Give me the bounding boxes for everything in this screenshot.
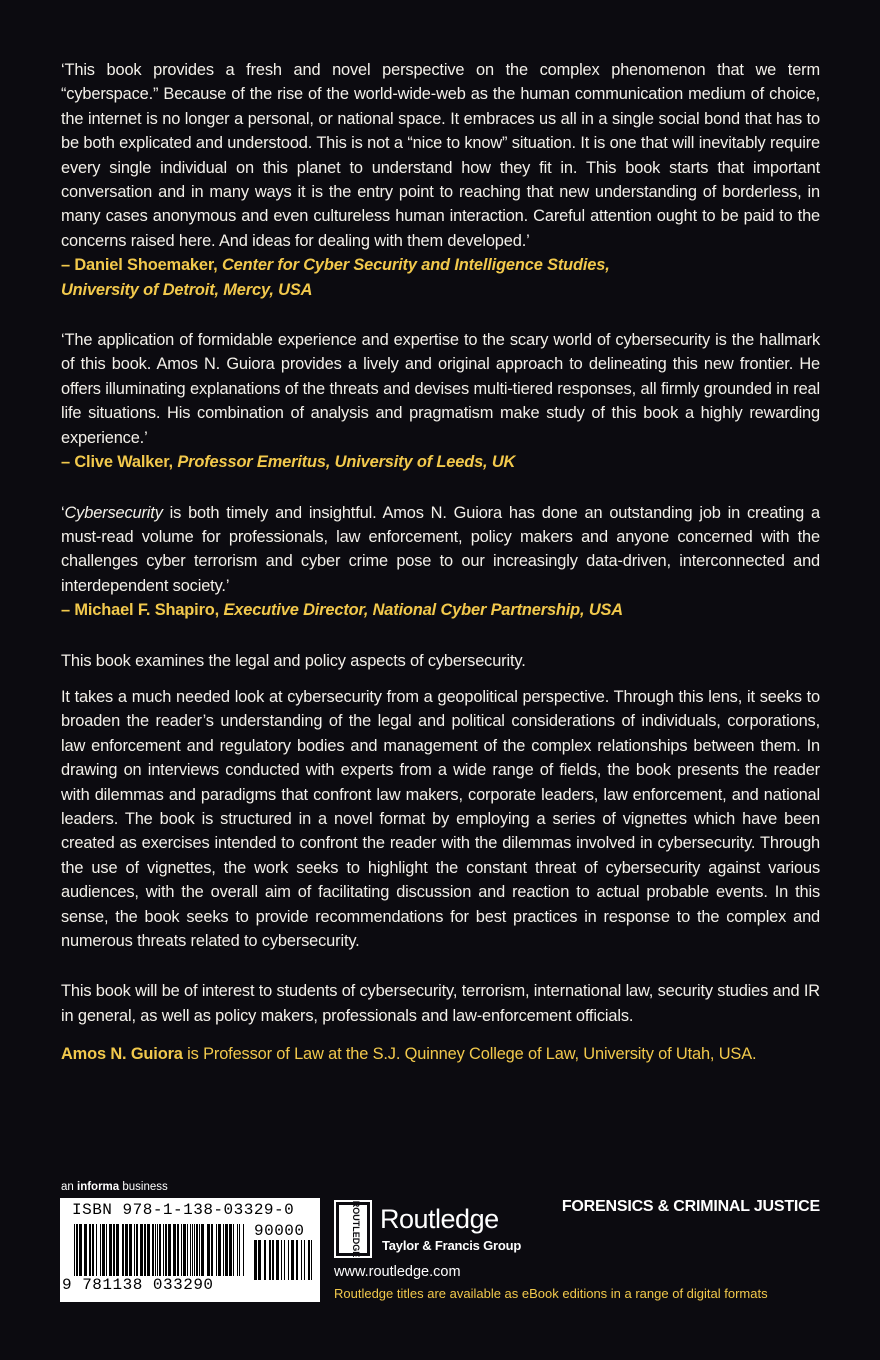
barcode-bar (136, 1224, 138, 1276)
publisher-group: Taylor & Francis Group (382, 1238, 522, 1253)
addon-code: 90000 (254, 1222, 305, 1240)
barcode-bar (211, 1224, 213, 1276)
isbn-barcode (60, 1198, 320, 1302)
barcode-bar (216, 1224, 217, 1276)
barcode-bar (155, 1224, 156, 1276)
barcode-bar (122, 1224, 124, 1276)
quote-3-text (61, 501, 820, 599)
barcode-bar (113, 1224, 115, 1276)
barcode-bar (76, 1224, 78, 1276)
barcode-bar (258, 1240, 261, 1280)
barcode-bar (207, 1224, 210, 1276)
barcode-bar (311, 1240, 312, 1280)
routledge-mark-icon (334, 1200, 372, 1258)
barcode-bar (229, 1224, 232, 1276)
informa-prefix: an (61, 1181, 77, 1193)
barcode-bar (269, 1240, 271, 1280)
barcode-bar (100, 1224, 101, 1276)
quote-3-affiliation: Executive Director, National Cyber Partnership, USA (223, 601, 623, 620)
barcode-bar (239, 1224, 240, 1276)
category-label: FORENSICS & CRIMINAL JUSTICE (561, 1198, 820, 1215)
routledge-logo (334, 1200, 534, 1258)
isbn-label: ISBN 978-1-138-03329-0 (72, 1201, 295, 1219)
barcode-bar (276, 1240, 279, 1280)
barcode-bar (308, 1240, 310, 1280)
barcode-bar (84, 1224, 87, 1276)
barcode-bar (201, 1224, 204, 1276)
ean-number: 9 781138 033290 (62, 1276, 214, 1294)
barcode-bar (181, 1224, 182, 1276)
barcode-bar (96, 1224, 97, 1276)
barcode-bar (301, 1240, 302, 1280)
barcode-bar (218, 1224, 221, 1276)
barcode-bar (183, 1224, 186, 1276)
barcode-bar (163, 1224, 164, 1276)
barcode-bar (264, 1240, 266, 1280)
barcode-bar (165, 1224, 167, 1276)
author-bio-text: is Professor of Law at the S.J. Quinney College of Law, University of Utah, USA. (182, 1045, 757, 1064)
barcode-bar (296, 1240, 298, 1280)
barcode-bar (190, 1224, 191, 1276)
publisher-name: Routledge (380, 1204, 499, 1234)
quote-3-open: ‘ (61, 503, 65, 522)
quote-2-author: – Clive Walker, (61, 453, 173, 472)
barcode-bar (173, 1224, 176, 1276)
barcode-bar (152, 1224, 154, 1276)
barcode-bar (199, 1224, 200, 1276)
quote-3-book-title: Cybersecurity (64, 503, 163, 522)
quote-3-attribution (61, 598, 820, 622)
barcode-bar (225, 1224, 228, 1276)
quote-2-text: ‘The application of formidable experience and expertise to the scary world of cybersecurity is the hallmark of this book. Amos N. Guiora provides a lively and original approach to delineating this new frontier. He offers illuminating explanations of the threats and devises multi-tiered responses, all firmly grounded in real life situations. His combination of analysis and pragmatism make study of this book a highly rewarding experience.’ (61, 331, 820, 447)
author-bio (61, 1042, 820, 1066)
quote-3-author: – Michael F. Shapiro, (61, 601, 220, 620)
barcode-bar (223, 1224, 224, 1276)
barcode-bar (254, 1240, 257, 1280)
quote-2-affiliation: Professor Emeritus, University of Leeds, UK (177, 453, 516, 472)
barcode-bar (243, 1224, 244, 1276)
barcode-bar (291, 1240, 294, 1280)
barcode-bar (288, 1240, 289, 1280)
quote-1-attribution (61, 253, 820, 302)
quote-1-text: ‘This book provides a fresh and novel perspective on the complex phenomenon that we term “cyberspace.” Because of the rise of the world-wide-web as the human communication medium of choice, the internet is no longer a personal, or national space. It embraces us all in a single social bond that has to be both explicated and understood. This is not a “nice to know” situation. It is one that will inevitably require every single individual on this planet to understand how they fit in. This book starts that important conversation and in many ways it is the entry point to reaching that new understanding of borderless, in many cases anonymous and even cultureless human interaction. Careful attention ought to be paid to the concerns raised here. And ideas for dealing with them developed.’ (61, 61, 820, 250)
barcode-bar (157, 1224, 158, 1276)
barcode-bar (284, 1240, 285, 1280)
barcode-bar (177, 1224, 179, 1276)
quote-1-author: – Daniel Shoemaker, (61, 256, 218, 275)
barcode-bar (272, 1240, 274, 1280)
quote-3-body: is both timely and insightful. Amos N. Guiora has done an outstanding job in creating a must-read volume for professionals, law enforcement, policy makers and anyone concerned with the challenges cyber terrorism and cyber crime pose to our increasingly data-driven, interconnected and interdependent society.’ (61, 503, 820, 595)
barcode-bar (233, 1224, 234, 1276)
description-intro: This book examines the legal and policy aspects of cybersecurity. (61, 651, 526, 670)
barcode-bar (109, 1224, 112, 1276)
barcode-bar (196, 1224, 198, 1276)
logo-vertical-text: ROUTLEDGE (351, 1200, 361, 1258)
barcode-bar (102, 1224, 105, 1276)
informa-business-line (61, 1181, 168, 1193)
barcode-bar (187, 1224, 188, 1276)
barcode-bar (140, 1224, 143, 1276)
barcode-bar (168, 1224, 171, 1276)
barcode-bar (237, 1224, 238, 1276)
barcode-bar (159, 1224, 161, 1276)
quote-1-affiliation-2: University of Detroit, Mercy, USA (61, 280, 313, 299)
barcode-bar (74, 1224, 75, 1276)
barcode-bar (125, 1224, 128, 1276)
description-audience: This book will be of interest to students of cybersecurity, terrorism, international law, security studies and IR in general, as well as policy makers, professionals and law-enforcement officials. (61, 982, 820, 1025)
website-link[interactable]: www.routledge.com (334, 1264, 461, 1280)
informa-suffix: business (119, 1181, 168, 1193)
barcode-bars (74, 1224, 244, 1276)
barcode-bar (79, 1224, 82, 1276)
barcode-bar (89, 1224, 91, 1276)
barcode-bar (147, 1224, 150, 1276)
quote-1-affiliation-1: Center for Cyber Security and Intelligence Studies, (222, 256, 610, 275)
barcode-bar (129, 1224, 132, 1276)
description-main: It takes a much needed look at cybersecurity from a geopolitical perspective. Through this lens, it seeks to broaden the reader’s understanding of the legal and political considerations of individuals, corporations, law enforcement and regulatory bodies and management of the complex relationships between them. In drawing on interviews conducted with experts from a wide range of fields, the book presents the reader with dilemmas and paradigms that confront law makers, corporate leaders, law enforcement, and national leaders. The book is structured in a novel format by employing a series of vignettes which have been created as exercises intended to confront the reader with the dilemmas involved in cybersecurity. Through the use of vignettes, the work seeks to highlight the constant threat of cybersecurity against various audiences, with the overall aim of facilitating discussion and reaction to actual probable events. In this sense, the book seeks to provide recommendations for best practices in response to the complex and numerous threats related to cybersecurity. (61, 687, 820, 950)
barcode-bar (92, 1224, 94, 1276)
barcode-bar (281, 1240, 282, 1280)
back-cover-text (61, 58, 820, 1067)
author-name: Amos N. Guiora (61, 1045, 183, 1064)
ebook-note: Routledge titles are available as eBook editions in a range of digital formats (334, 1286, 768, 1301)
barcode-bar (192, 1224, 193, 1276)
quote-2-attribution (61, 450, 820, 474)
barcode-bar (194, 1224, 195, 1276)
barcode-bar (106, 1224, 107, 1276)
barcode-bar (144, 1224, 146, 1276)
barcode-bar (134, 1224, 135, 1276)
addon-barcode-bars (254, 1240, 312, 1280)
informa-brand: informa (77, 1181, 120, 1193)
barcode-bar (304, 1240, 305, 1280)
barcode-bar (116, 1224, 119, 1276)
